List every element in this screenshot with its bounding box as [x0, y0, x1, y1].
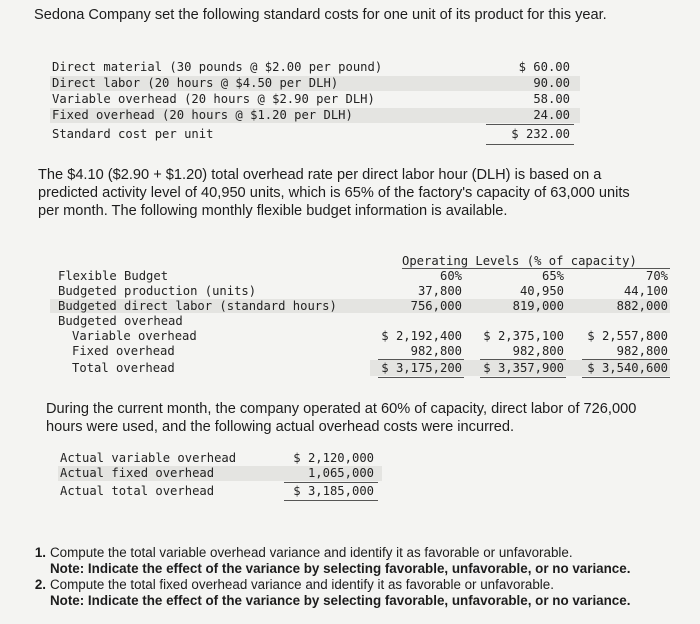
- flexible-budget-title: Flexible Budget: [58, 269, 169, 283]
- flex-cell: 819,000: [512, 299, 564, 313]
- paragraph-flexible-intro: The $4.10 ($2.90 + $1.20) total overhead rate per direct labor hour (DLH) is based on a predicted activity level of 40,950 units, which is 65% of the factory's capacity of 63,000 units per month. The following monthly flexible budget information is available.: [38, 167, 630, 219]
- flex-cell: $ 2,192,400: [381, 329, 462, 343]
- flex-cell: 882,000: [616, 299, 668, 313]
- flex-row-label: Total overhead: [72, 361, 175, 375]
- flex-cell: $ 2,375,100: [483, 329, 564, 343]
- intro-text: Sedona Company set the following standard costs for one unit of its product for this year.: [34, 7, 607, 23]
- std-row-label: Direct material (30 pounds @ $2.00 per pound): [52, 60, 383, 74]
- actual-row-value: $ 3,185,000: [293, 484, 374, 498]
- flex-cell: 982,800: [512, 344, 564, 358]
- flex-cell: $ 2,557,800: [587, 329, 668, 343]
- std-total-value: $ 232.00: [511, 127, 570, 141]
- question-1: [24, 545, 694, 561]
- std-row-label: Variable overhead (20 hours @ $2.90 per DLH): [52, 92, 375, 106]
- flex-cell: $ 3,540,600: [587, 361, 668, 375]
- std-row-value: $ 60.00: [518, 60, 570, 74]
- flex-row-label: Budgeted production (units): [58, 284, 257, 298]
- flex-cell: 982,800: [410, 344, 462, 358]
- actual-row-label: Actual variable overhead: [60, 451, 237, 465]
- paragraph-actual-intro: During the current month, the company operated at 60% of capacity, direct labor of 726,000 hours were used, and the following actual overhead costs were incurred.: [46, 401, 637, 435]
- level-60: 60%: [439, 269, 462, 283]
- question-note: Note: Indicate the effect of the variance by selecting favorable, unfavorable, or no variance.: [50, 561, 631, 576]
- actual-row-value: $ 2,120,000: [293, 451, 374, 465]
- level-70: 70%: [645, 269, 668, 283]
- questions: [24, 545, 694, 609]
- flex-cell: 40,950: [519, 284, 564, 298]
- actual-row-label: Actual fixed overhead: [60, 466, 215, 480]
- question-2: [24, 577, 694, 593]
- std-row-value: 90.00: [533, 76, 570, 90]
- question-number: 1.: [34, 545, 46, 560]
- std-row-label: Direct labor (20 hours @ $4.50 per DLH): [52, 76, 339, 90]
- flex-cell: $ 3,357,900: [483, 361, 564, 375]
- question-number: 2.: [34, 577, 46, 592]
- question-text: Compute the total fixed overhead variance and identify it as favorable or unfavorable.: [50, 577, 554, 592]
- flex-cell: 37,800: [417, 284, 462, 298]
- flex-row-label: Variable overhead: [72, 329, 197, 343]
- std-row-value: 58.00: [533, 92, 570, 106]
- question-note: Note: Indicate the effect of the variance by selecting favorable, unfavorable, or no variance.: [50, 593, 631, 608]
- level-65: 65%: [541, 269, 564, 283]
- std-row-value: 24.00: [533, 108, 570, 122]
- flex-cell: 44,100: [623, 284, 668, 298]
- actual-row-value: 1,065,000: [307, 466, 374, 480]
- flex-cell: 982,800: [616, 344, 668, 358]
- flex-row-label: Fixed overhead: [72, 344, 175, 358]
- flex-cell: $ 3,175,200: [381, 361, 462, 375]
- std-total-label: Standard cost per unit: [52, 127, 214, 141]
- operating-levels-header: Operating Levels (% of capacity): [402, 254, 637, 268]
- budgeted-overhead-label: Budgeted overhead: [58, 314, 183, 328]
- flex-cell: 756,000: [410, 299, 462, 313]
- question-text: Compute the total variable overhead variance and identify it as favorable or unfavorable.: [50, 545, 573, 560]
- actual-row-label: Actual total overhead: [60, 484, 215, 498]
- std-row-label: Fixed overhead (20 hours @ $1.20 per DLH): [52, 108, 353, 122]
- flex-row-label: Budgeted direct labor (standard hours): [58, 299, 337, 313]
